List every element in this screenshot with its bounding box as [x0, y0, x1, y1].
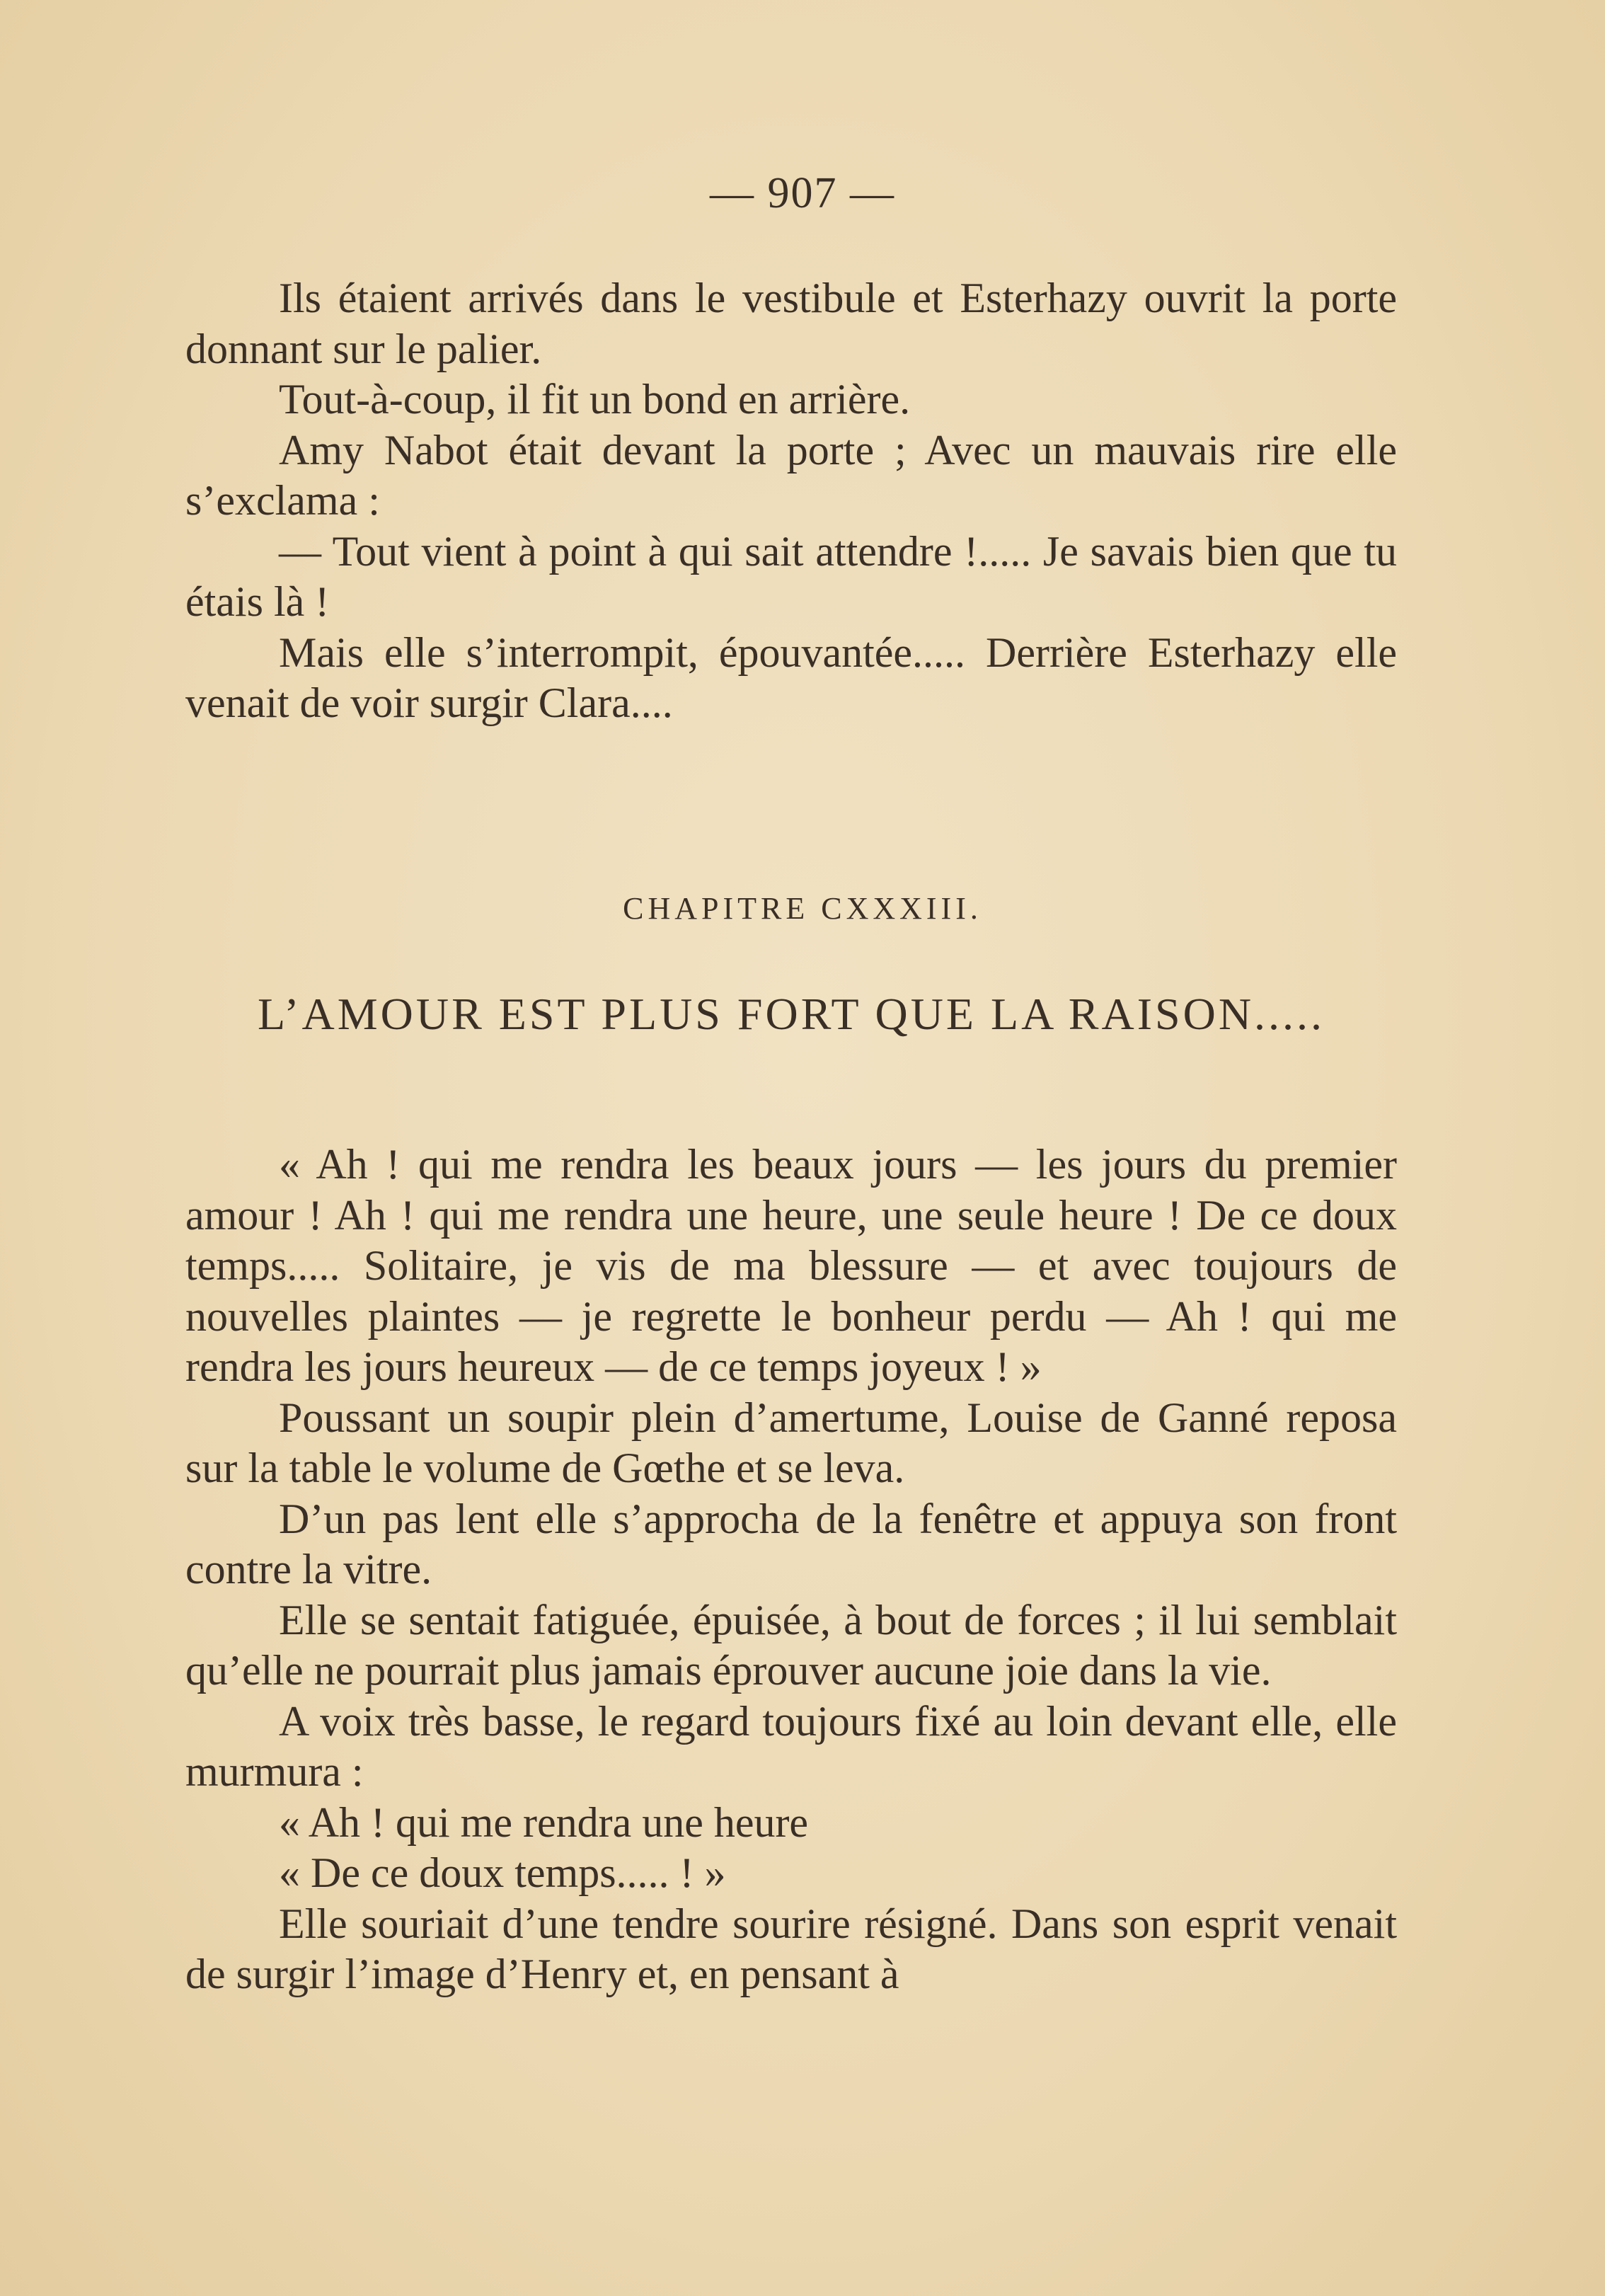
paragraph: « De ce doux temps..... ! » — [279, 1849, 726, 1896]
paragraph: Mais elle s’interrompit, épouvantée..... Derrière Esterhazy elle venait de voir surgir Clara.... — [185, 628, 1397, 726]
paragraph: Tout-à-coup, il fit un bond en arrière. — [279, 376, 911, 423]
paragraph: Amy Nabot était devant la porte ; Avec un mauvais rire elle s’exclama : — [185, 426, 1397, 524]
text-block-before-chapter — [185, 273, 1397, 729]
paragraph: D’un pas lent elle s’approcha de la fenêtre et appuya son front contre la vitre. — [185, 1495, 1397, 1592]
paragraph: Poussant un soupir plein d’amertume, Louise de Ganné reposa sur la table le volume de Gœthe et se leva. — [185, 1394, 1397, 1491]
page-number: — 907 — — [710, 169, 895, 217]
paragraph: « Ah ! qui me rendra les beaux jours — les jours du premier amour ! Ah ! qui me rendra une heure, une seule heure ! De ce doux temps..... Solitaire, je vis de ma blessure — et avec toujours de nouvelles plaintes — je regrette le bonheur perdu — Ah ! qui me rendra les jours heureux — de ce temps joyeux ! » — [185, 1141, 1397, 1390]
chapter-label: CHAPITRE CXXXIII. — [623, 891, 982, 926]
paragraph: — Tout vient à point à qui sait attendre !..... Je savais bien que tu étais là ! — [185, 527, 1397, 625]
paragraph: Elle souriait d’une tendre sourire résigné. Dans son esprit venait de surgir l’image d’Henry et, en pensant à — [185, 1900, 1397, 1997]
chapter-title: L’AMOUR EST PLUS FORT QUE LA RAISON..... — [257, 989, 1325, 1039]
paragraph: Elle se sentait fatiguée, épuisée, à bout de forces ; il lui semblait qu’elle ne pourrait plus jamais éprouver aucune joie dans la vie. — [185, 1596, 1397, 1694]
paragraph: Ils étaient arrivés dans le vestibule et Esterhazy ouvrit la porte donnant sur le palier. — [185, 275, 1397, 372]
paragraph: A voix très basse, le regard toujours fixé au loin devant elle, elle murmura : — [185, 1697, 1397, 1795]
paragraph: « Ah ! qui me rendra une heure — [279, 1798, 809, 1846]
text-block-after-chapter — [185, 1140, 1397, 2000]
